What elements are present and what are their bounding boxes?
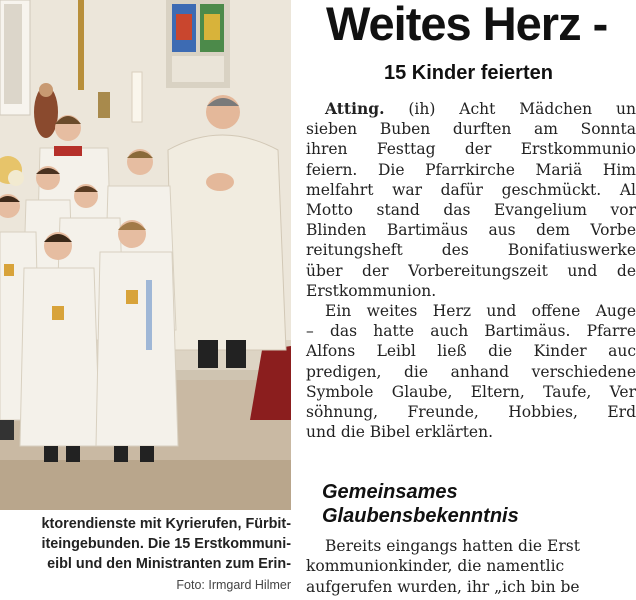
body-line: Alfons Leibl ließ die Kinder auc xyxy=(306,342,636,361)
body-line: söhnung, Freunde, Hobbies, Erd xyxy=(306,403,636,422)
body-line: Blinden Bartimäus aus dem Vorbe xyxy=(306,221,636,240)
section-heading xyxy=(322,480,519,528)
article-photo xyxy=(0,0,291,510)
body-line: kommunionkinder, die namentlic xyxy=(306,557,565,576)
body-line: ihren Festtag der Erstkommunio xyxy=(306,140,636,159)
body-line: Motto stand das Evangelium vor xyxy=(306,201,636,220)
body-line: predigen, die anhand verschiedene xyxy=(306,362,636,381)
photo-caption xyxy=(0,514,291,574)
body-line: Bereits eingangs hatten die Erst xyxy=(325,537,580,555)
body-line: Erstkommunion. xyxy=(306,281,437,300)
body-line: und die Bibel erklärten. xyxy=(306,423,494,442)
body-line: melfahrt war dafür geschmückt. Al xyxy=(306,180,636,199)
article-body xyxy=(306,99,636,442)
body-line: aufgerufen wurden, ihr „ich bin be xyxy=(306,577,580,596)
section-heading-line: Gemeinsames xyxy=(322,481,458,503)
section-heading-line: Glaubensbekenntnis xyxy=(322,505,519,527)
article-body-continued xyxy=(306,536,636,597)
caption-line: iteingebunden. Die 15 Erstkommuni- xyxy=(41,536,291,552)
body-line: Symbole Glaube, Eltern, Taufe, Ver xyxy=(306,382,636,401)
article-subhead: 15 Kinder feierten xyxy=(384,62,553,84)
body-line: – das hatte auch Bartimäus. Pfarre xyxy=(306,322,636,341)
body-line: reitungsheft des Bonifatiuswerke xyxy=(306,241,636,260)
body-line: Atting. (ih) Acht Mädchen un xyxy=(325,99,636,118)
first-communion-group-photo xyxy=(0,0,291,510)
body-line: sieben Buben durften am Sonnta xyxy=(306,120,636,139)
article-dateline: Atting. xyxy=(325,99,385,118)
caption-line: ktorendienste mit Kyrierufen, Fürbit- xyxy=(41,516,291,532)
article-headline: Weites Herz - xyxy=(326,0,608,50)
photo-credit: Foto: Irmgard Hilmer xyxy=(176,578,291,592)
caption-line: eibl und den Ministranten zum Erin- xyxy=(47,556,291,572)
body-line: Ein weites Herz und offene Auge xyxy=(325,302,636,321)
body-line: über der Vorbereitungszeit und de xyxy=(306,261,636,280)
body-line: feiern. Die Pfarrkirche Mariä Him xyxy=(306,160,636,179)
